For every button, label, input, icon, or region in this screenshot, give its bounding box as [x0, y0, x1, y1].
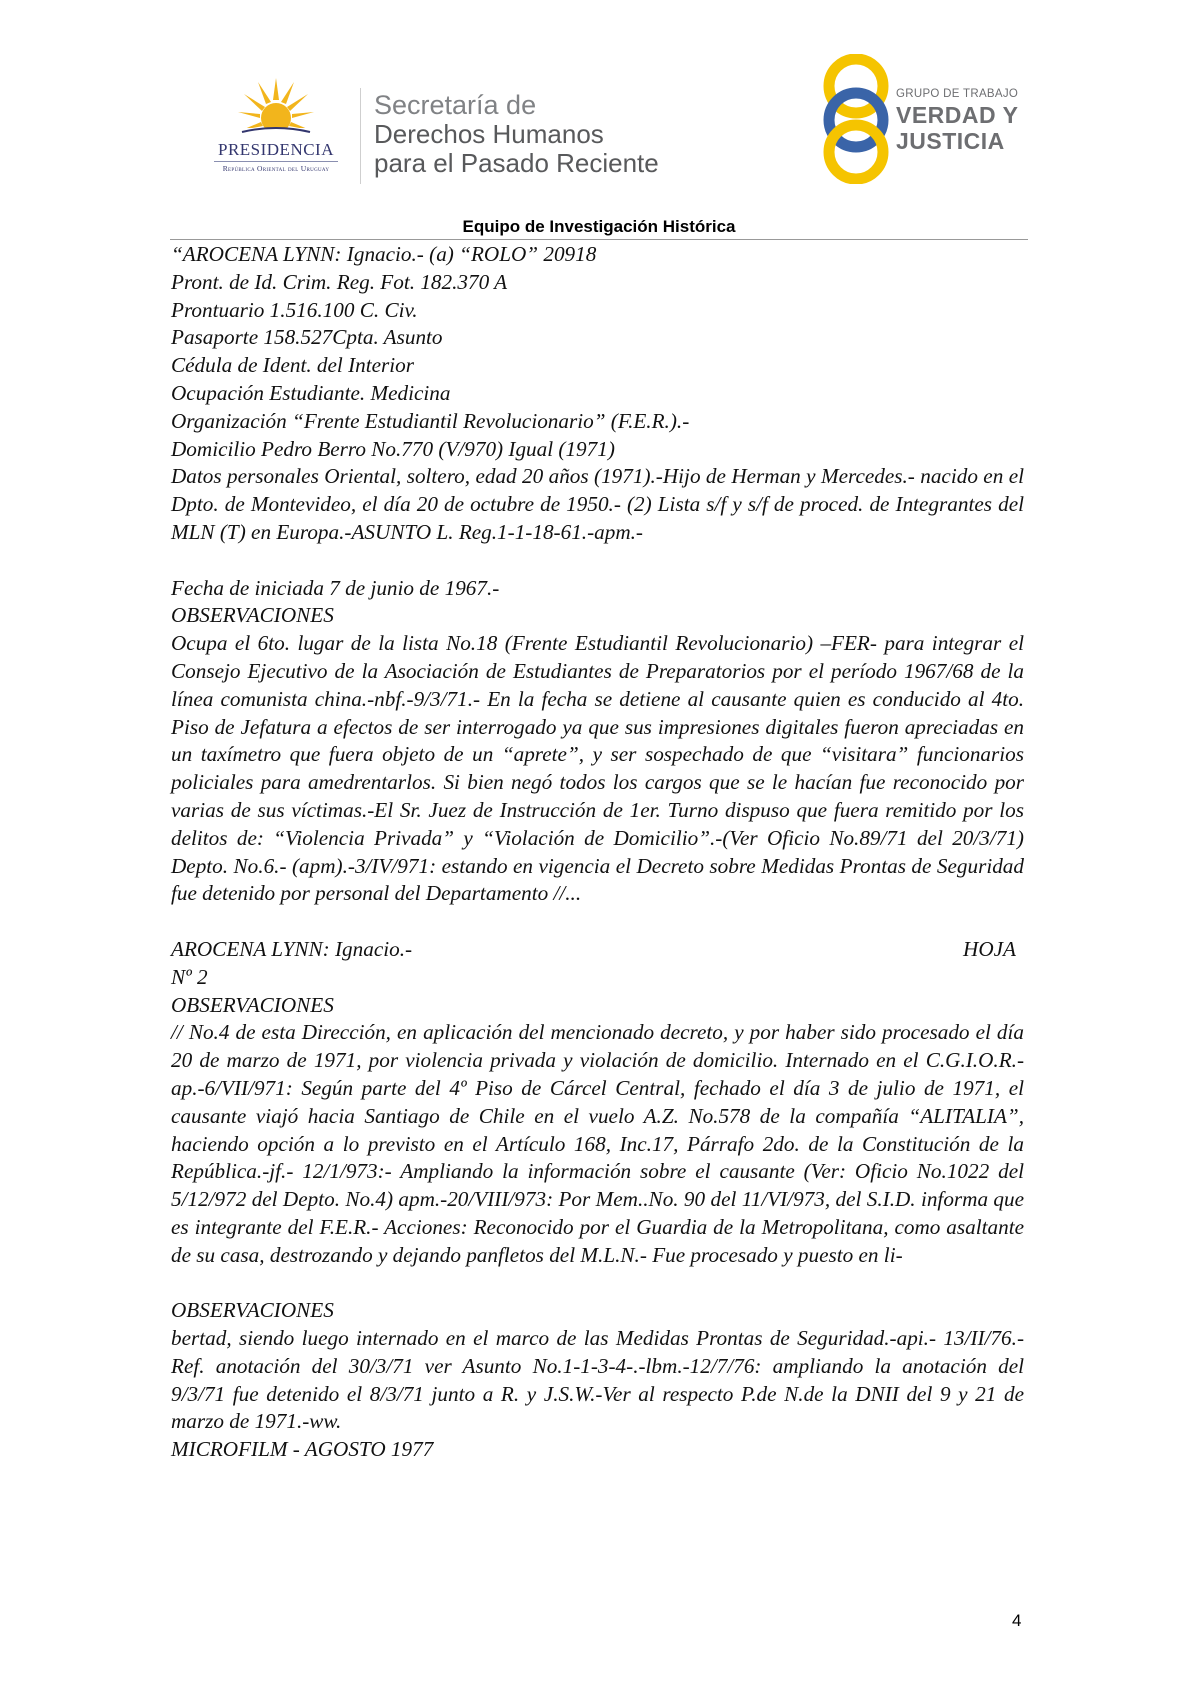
sheet-number: Nº 2	[171, 964, 208, 989]
document-header: Equipo de Investigación Histórica	[462, 217, 736, 236]
paragraph-gap	[171, 908, 1024, 936]
observaciones-text: Ocupa el 6to. lugar de la lista No.18 (Frente Estudiantil Revolucionario) –FER- para integrar el Consejo Ejecutivo de la Asociación de Estudiantes de Preparatorios por el período 1967/68 de la línea comunista china.-nbf.-9/3/71.- En la fecha se detiene al causante quien es conducido al 4to. Piso de Jefatura a efectos de ser interrogado ya que sus impresiones digitales fueron apreciadas en un taxímetro que fuera objeto de un “aprete”, y ser sospechado de que “visitara” funcionarios policiales para amedrentarlos. Si bien negó todos los cargos que se le hacían fue reconocido por varias de sus víctimas.-El Sr. Juez de Instrucción de 1er. Turno dispuso que fuera remitido por los delitos de: “Violencia Privada” y “Violación de Domicilio”.-(Ver Oficio No.89/71 del 20/3/71) Depto. No.6.- (apm).-3/IV/971: estando en vigencia el Decreto sobre Medidas Prontas de Seguridad fue detenido por personal del Departamento //...	[171, 631, 1024, 906]
observaciones-heading: OBSERVACIONES	[171, 992, 334, 1017]
observaciones-heading: OBSERVACIONES	[171, 1298, 334, 1323]
page-number: 4	[1012, 1611, 1022, 1630]
paragraph-gap	[171, 1269, 1024, 1297]
secretaria-logo	[374, 90, 659, 178]
identity-line: Ocupación Estudiante. Medicina	[171, 380, 451, 405]
sheet-label: HOJA	[963, 936, 1016, 961]
identity-line: Prontuario 1.516.100 C. Civ.	[171, 297, 418, 322]
logo-divider	[360, 88, 361, 184]
observaciones-heading: OBSERVACIONES	[171, 603, 334, 628]
sun-icon	[238, 76, 314, 138]
identity-line: “AROCENA LYNN: Ignacio.- (a) “ROLO” 20918	[171, 242, 597, 266]
secretaria-line3: para el Pasado Reciente	[374, 148, 659, 178]
paragraph-gap	[171, 547, 1024, 575]
rings-icon	[818, 54, 894, 184]
identity-line: Cédula de Ident. del Interior	[171, 353, 415, 378]
presidencia-rule	[214, 161, 338, 162]
identity-line: Domicilio Pedro Berro No.770 (V/970) Igual (1971)	[171, 436, 615, 461]
identity-line: Pront. de Id. Crim. Reg. Fot. 182.370 A	[171, 269, 508, 294]
document-body	[171, 241, 1024, 1464]
secretaria-line2: Derechos Humanos	[374, 119, 604, 149]
vyj-title-line2: JUSTICIA	[896, 128, 1005, 154]
identity-line: Pasaporte 158.527Cpta. Asunto	[171, 325, 443, 350]
observaciones-text: // No.4 de esta Dirección, en aplicación del mencionado decreto, y por haber sido procesado el día 20 de marzo de 1971, por violencia privada y violación de domicilio. Internado en el C.G.I.O.R.-ap.-6/VII/971: Según parte del 4º Piso de Cárcel Central, fechado el día 3 de julio de 1971, el causante viajó hacia Santiago de Chile en el vuelo A.Z. No.578 de la compañía “ALITALIA”, haciendo opción a lo previsto en el Artículo 168, Inc.17, Párrafo 2do. de la Constitución de la República.-jf.- 12/1/973:- Ampliando la información sobre el causante (Ver: Oficio No.1022 del 5/12/972 del Depto. No.4) apm.-20/VIII/973: Por Mem..No. 90 del 11/VI/973, del S.I.D. informa que es integrante del F.E.R.- Acciones: Reconocido por el Guardia de la Metropolitana, como asaltante de su casa, destrozando y dejando panfletos del M.L.N.- Fue procesado y puesto en li-	[171, 1020, 1024, 1267]
observaciones-text: bertad, siendo luego internado en el marco de las Medidas Prontas de Seguridad.-api.- 13/II/76.-Ref. anotación del 30/3/71 ver Asunto No.1-1-3-4-.-lbm.-12/7/76: ampliando la anotación del 9/3/71 fue detenido el 8/3/71 junto a R. y J.S.W.-Ver al respecto P.de N.de la DNII del 9 y 21 de marzo de 1971.-ww.	[171, 1326, 1024, 1434]
verdad-justicia-logo	[818, 54, 1028, 184]
sheet-header	[171, 936, 1024, 964]
vyj-title-line1: VERDAD Y	[896, 102, 1019, 128]
presidencia-logo	[196, 76, 356, 186]
fecha-iniciada: Fecha de iniciada 7 de junio de 1967.-	[171, 575, 500, 600]
presidencia-subtitle: República Oriental del Uruguay	[222, 164, 330, 173]
presidencia-name: PRESIDENCIA	[217, 140, 334, 159]
header-rule	[170, 239, 1028, 240]
microfilm-note: MICROFILM - AGOSTO 1977	[171, 1437, 434, 1462]
sheet-name: AROCENA LYNN: Ignacio.-	[171, 936, 413, 961]
vyj-group-label: GRUPO DE TRABAJO	[896, 88, 1019, 100]
identity-line: Organización “Frente Estudiantil Revolucionario” (F.E.R.).-	[171, 408, 690, 433]
secretaria-line1: Secretaría de	[374, 90, 537, 120]
datos-personales: Datos personales Oriental, soltero, edad 20 años (1971).-Hijo de Herman y Mercedes.- nacido en el Dpto. de Montevideo, el día 20 de octubre de 1950.- (2) Lista s/f y s/f de proced. de Integrantes del MLN (T) en Europa.-ASUNTO L. Reg.1-1-18-61.-apm.-	[171, 464, 1024, 544]
